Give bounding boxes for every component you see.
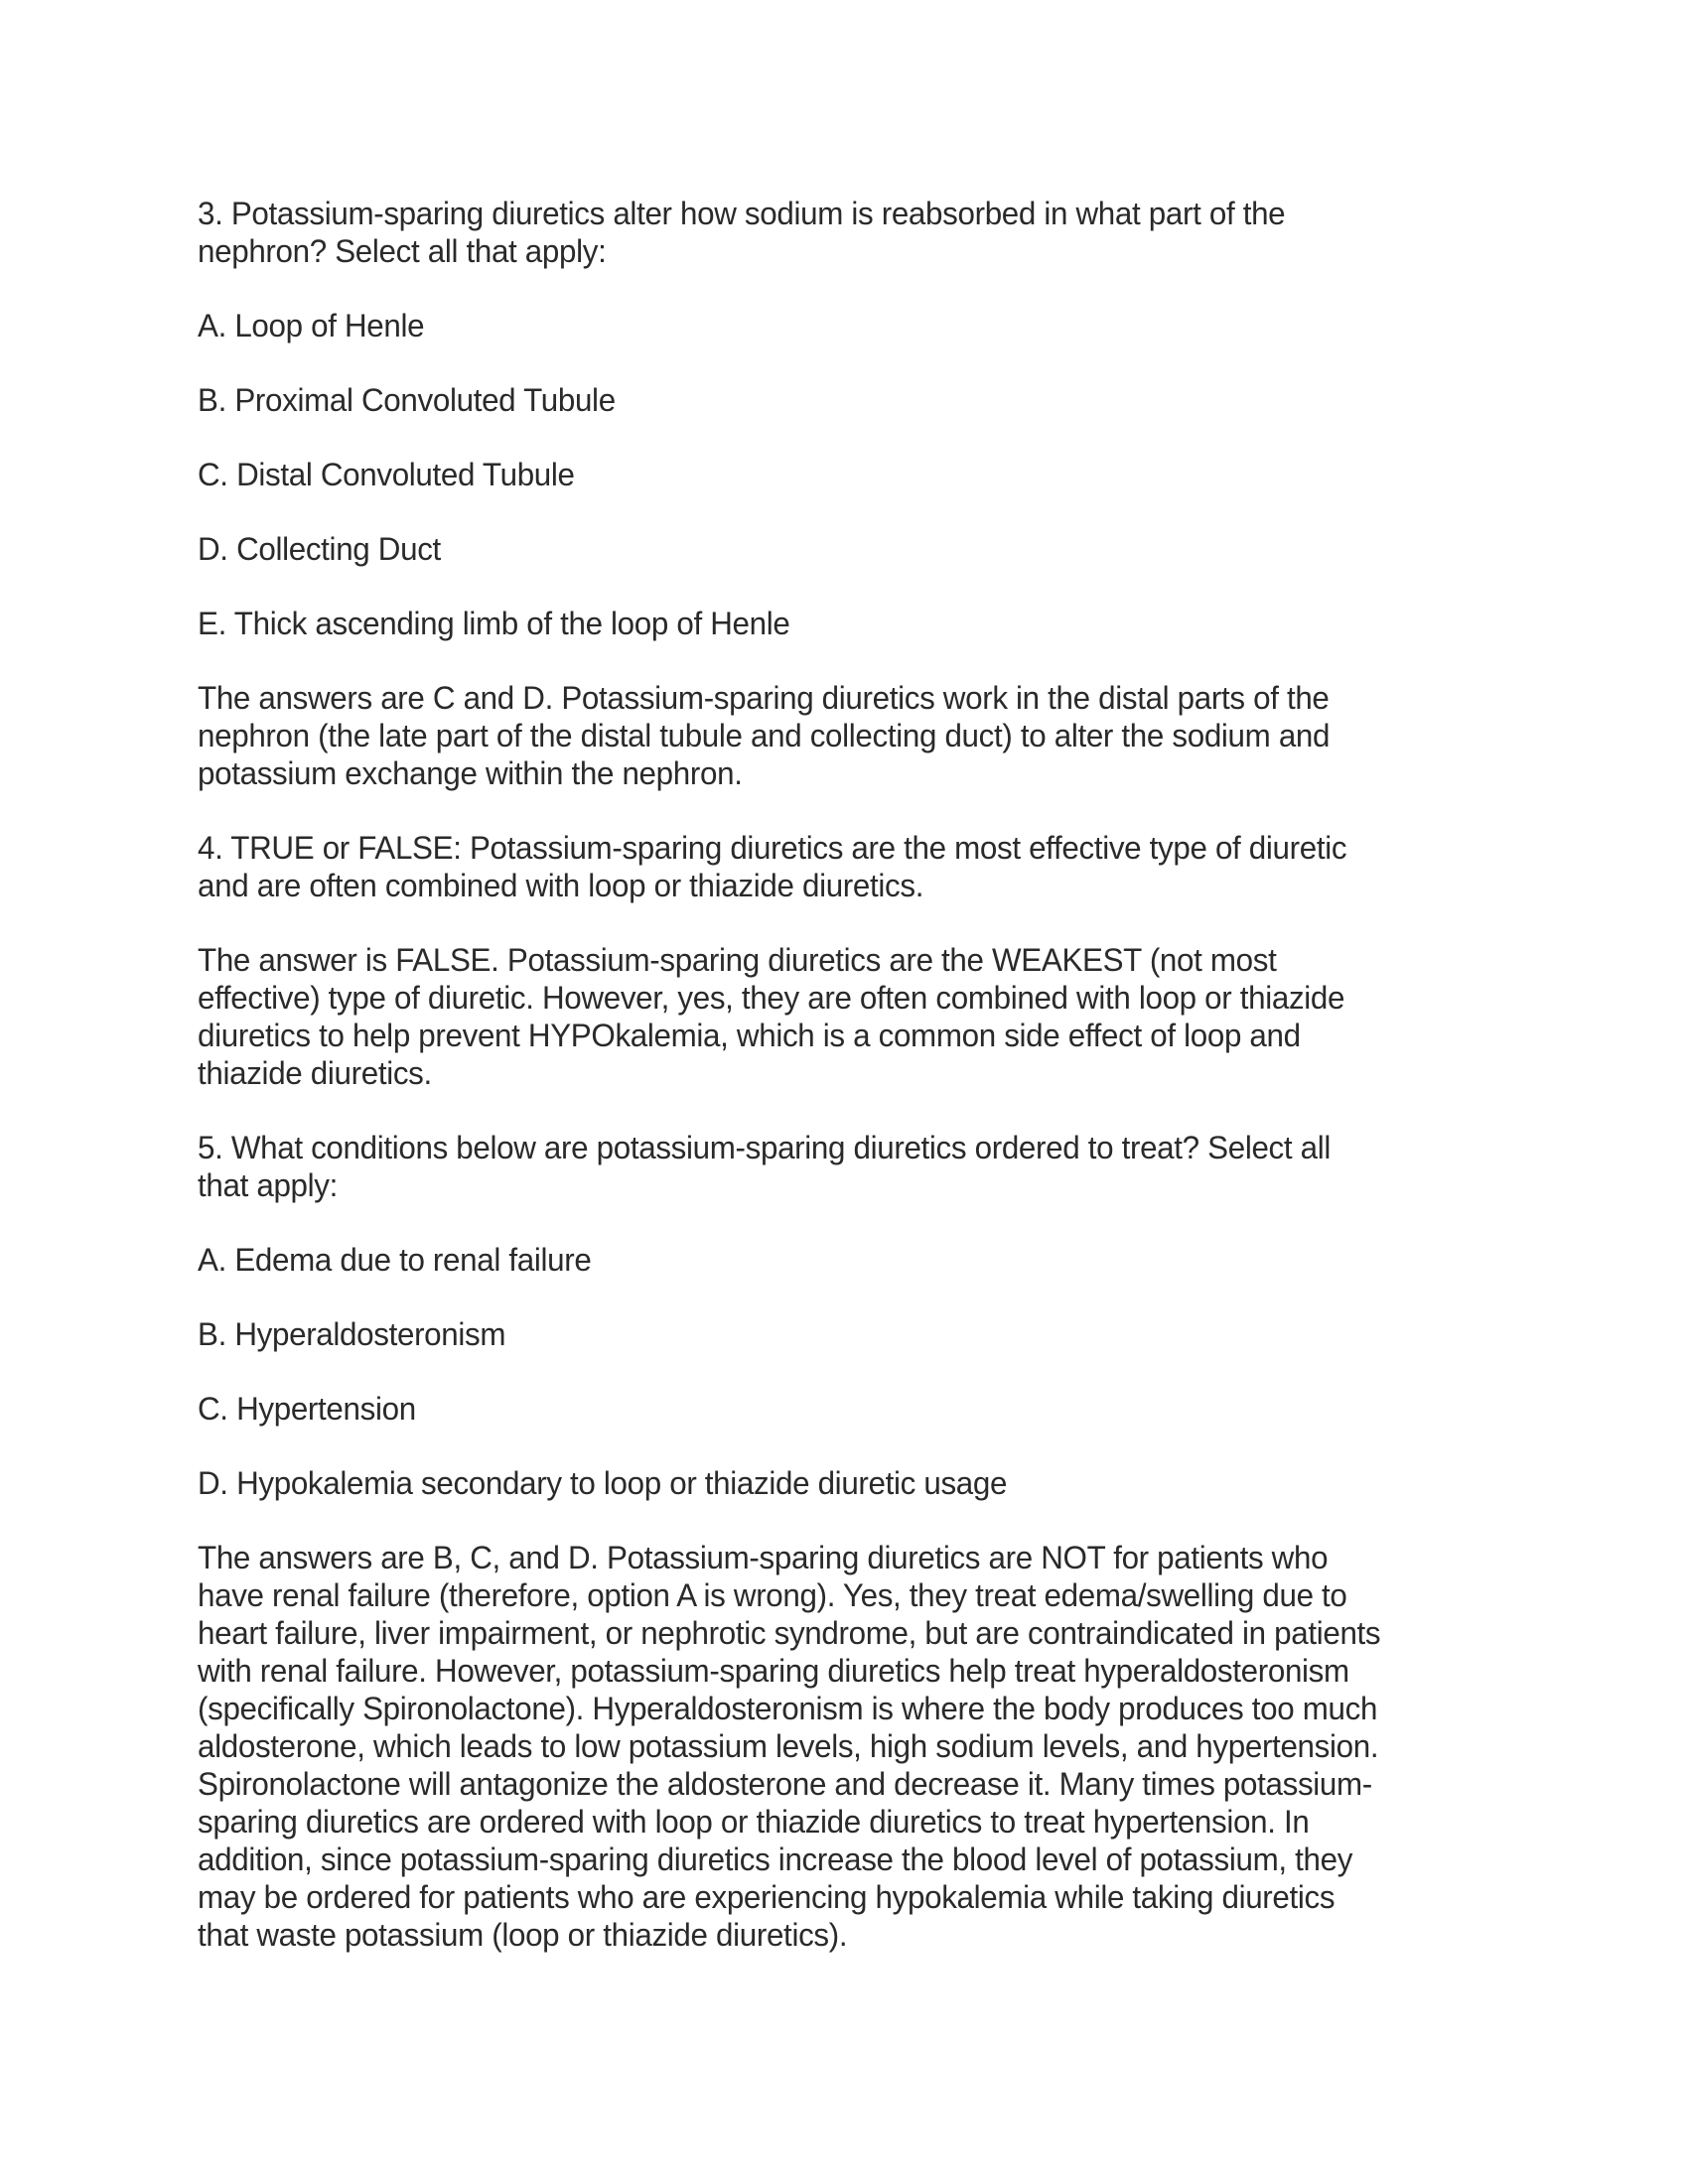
answer-text-line: sparing diuretics are ordered with loop or thiazide diuretics to treat hypertension. In	[198, 1804, 1310, 1840]
answer-text-line: aldosterone, which leads to low potassium levels, high sodium levels, and hypertension.	[198, 1728, 1379, 1764]
q5-option-c: C. Hypertension	[198, 1391, 416, 1427]
answer-text-line: The answers are C and D. Potassium-sparing diuretics work in the distal parts of the	[198, 680, 1330, 716]
answer-text-line: effective) type of diuretic. However, yes, they are often combined with loop or thiazide	[198, 980, 1345, 1016]
q4-answer-explanation	[198, 941, 1472, 1092]
answer-text-line: addition, since potassium-sparing diuretics increase the blood level of potassium, they	[198, 1842, 1353, 1877]
question-4	[198, 829, 1472, 904]
q3-option-d: D. Collecting Duct	[198, 531, 441, 567]
answer-text-line: diuretics to help prevent HYPOkalemia, which is a common side effect of loop and	[198, 1018, 1301, 1053]
q3-option-b: B. Proximal Convoluted Tubule	[198, 382, 616, 418]
question-text-line: 3. Potassium-sparing diuretics alter how sodium is reabsorbed in what part of the	[198, 196, 1286, 231]
answer-text-line: potassium exchange within the nephron.	[198, 755, 743, 791]
question-text-line: that apply:	[198, 1167, 339, 1203]
question-text-line: 5. What conditions below are potassium-sparing diuretics ordered to treat? Select all	[198, 1130, 1332, 1165]
q5-option-d: D. Hypokalemia secondary to loop or thiazide diuretic usage	[198, 1465, 1008, 1501]
q3-option-e: E. Thick ascending limb of the loop of Henle	[198, 606, 790, 641]
answer-text-line: The answer is FALSE. Potassium-sparing diuretics are the WEAKEST (not most	[198, 942, 1277, 978]
answer-text-line: (specifically Spironolactone). Hyperaldosteronism is where the body produces too much	[198, 1691, 1378, 1726]
question-text-line: and are often combined with loop or thiazide diuretics.	[198, 868, 924, 903]
question-5	[198, 1129, 1472, 1204]
answer-text-line: may be ordered for patients who are experiencing hypokalemia while taking diuretics	[198, 1879, 1336, 1915]
q3-option-a: A. Loop of Henle	[198, 308, 425, 343]
document-page	[198, 195, 1472, 1954]
q3-option-c: C. Distal Convoluted Tubule	[198, 457, 575, 492]
answer-text-line: thiazide diuretics.	[198, 1055, 432, 1091]
answer-text-line: The answers are B, C, and D. Potassium-sparing diuretics are NOT for patients who	[198, 1540, 1329, 1575]
answer-text-line: with renal failure. However, potassium-sparing diuretics help treat hyperaldosteronism	[198, 1653, 1349, 1689]
q5-answer-explanation	[198, 1539, 1472, 1954]
answer-text-line: nephron (the late part of the distal tubule and collecting duct) to alter the sodium and	[198, 718, 1331, 753]
answer-text-line: that waste potassium (loop or thiazide diuretics).	[198, 1917, 848, 1953]
answer-text-line: heart failure, liver impairment, or nephrotic syndrome, but are contraindicated in patients	[198, 1615, 1381, 1651]
q5-option-a: A. Edema due to renal failure	[198, 1242, 592, 1278]
answer-text-line: Spironolactone will antagonize the aldosterone and decrease it. Many times potassium-	[198, 1766, 1372, 1802]
question-text-line: 4. TRUE or FALSE: Potassium-sparing diuretics are the most effective type of diuretic	[198, 830, 1347, 866]
q3-answer-explanation	[198, 679, 1472, 792]
answer-text-line: have renal failure (therefore, option A is wrong). Yes, they treat edema/swelling due to	[198, 1577, 1347, 1613]
q5-option-b: B. Hyperaldosteronism	[198, 1316, 506, 1352]
question-text-line: nephron? Select all that apply:	[198, 233, 607, 269]
question-3	[198, 195, 1472, 270]
